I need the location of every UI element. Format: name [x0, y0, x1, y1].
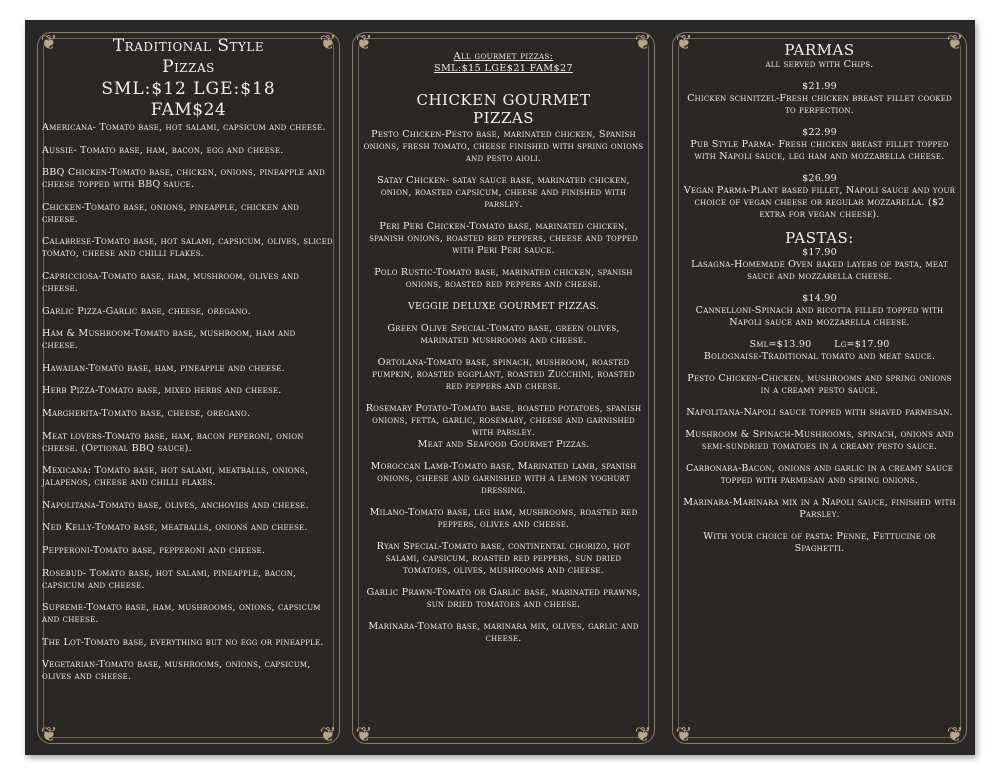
corner-ornament-icon: ❦: [319, 722, 337, 746]
menu-item: [683, 127, 956, 163]
more-pastas-list: [683, 351, 956, 555]
menu-item: Garlic Pizza-Garlic base, cheese, oregano.: [42, 305, 251, 317]
menu-item: Herb Pizza-Tomato base, mixed herbs and cheese.: [42, 385, 282, 397]
menu-item: Margherita-Tomato base, cheese, oregano.: [42, 407, 251, 419]
menu-item: Garlic Prawn-Tomato or Garlic base, marinated prawns, sun dried tomatoes and cheese.: [366, 587, 641, 610]
corner-ornament-icon: ❦: [355, 30, 373, 54]
menu-item: Meat and Seafood Gourmet Pizzas.: [417, 439, 590, 450]
menu-item: Milano-Tomato base, leg ham, mushrooms, roasted red peppers, olives and cheese.: [369, 507, 638, 530]
menu-item-description: Chicken schnitzel-Fresh chicken breast fillet cooked to perfection.: [687, 93, 952, 116]
menu-item: Rosebud- Tomato base, hot salami, pineapple, bacon, capsicum and cheese.: [42, 567, 297, 591]
corner-ornament-icon: ❦: [675, 30, 693, 54]
menu-item: Ortolana-Tomato base, spinach, mushroom, roasted pumpkin, roasted eggplant, roasted Zucchini, roasted red peppers and cheese.: [372, 357, 635, 392]
corner-ornament-icon: ❦: [634, 30, 652, 54]
parmas-subtitle: all served with Chips.: [765, 59, 874, 70]
menu-item: Americana- Tomato base, hot salami, capsicum and cheese.: [42, 122, 326, 133]
menu-item-price: $17.90: [802, 247, 837, 258]
menu-item: [683, 293, 956, 329]
corner-ornament-icon: ❦: [319, 30, 337, 54]
menu-item: Mushroom & Spinach-Mushrooms, spinach, onions and semi-sundried tomatoes in a creamy pesto sauce.: [685, 429, 954, 452]
menu-item: Peri Peri Chicken-Tomato base, marinated chicken, spanish onions, roasted red peppers, cheese and topped with Peri Peri sauce.: [369, 221, 638, 256]
traditional-fam-price: FAM$24: [150, 100, 227, 120]
corner-ornament-icon: ❦: [675, 722, 693, 746]
corner-ornament-icon: ❦: [634, 722, 652, 746]
corner-ornament-icon: ❦: [946, 30, 964, 54]
sml-lg-prices: Sml=$13.90 Lg=$17.90: [749, 339, 890, 350]
menu-item: [683, 173, 956, 221]
menu-item: Marinara-Tomato base, marinara mix, olives, garlic and cheese.: [368, 621, 639, 644]
menu-item-price: $22.99: [802, 127, 837, 138]
menu-item: Napolitana-Napoli sauce topped with shaved parmesan.: [686, 407, 953, 418]
menu-item: Polo Rustic-Tomato base, marinated chicken, spanish onions, roasted red peppers and cheese.: [374, 267, 633, 290]
menu-item-price: $21.99: [802, 81, 837, 92]
menu-item: Calabrese-Tomato base, hot salami, capsicum, olives, sliced tomato, cheese and chilli flakes.: [42, 236, 333, 260]
corner-ornament-icon: ❦: [355, 722, 373, 746]
menu-item: Pesto Chicken-Pesto base, marinated chicken, Spanish onions, fresh tomato, cheese finished with spring onions and pesto aioli.: [363, 129, 644, 164]
traditional-pizza-list: [42, 122, 335, 683]
menu-item: Chicken-Tomato base, onions, pineapple, chicken and cheese.: [42, 201, 300, 225]
parmas-list: [683, 81, 956, 221]
parmas-title: PARMAS: [784, 41, 855, 59]
corner-ornament-icon: ❦: [40, 30, 58, 54]
traditional-prices: SML:$12 LGE:$18: [101, 79, 276, 99]
menu-item-description: Cannelloni-Spinach and ricotta filled topped with Napoli sauce and mozzarella cheese.: [695, 305, 944, 328]
chicken-gourmet-title: CHICKEN GOURMET PIZZAS: [416, 91, 591, 127]
corner-ornament-icon: ❦: [40, 722, 58, 746]
menu-item: Hawaiian-Tomato base, ham, pineapple and cheese.: [42, 362, 285, 374]
menu-item: Meat lovers-Tomato base, ham, bacon peperoni, onion cheese. (Optional BBQ sauce).: [42, 430, 304, 454]
menu-sheet: [25, 20, 975, 755]
menu-item: Bolognaise-Traditional tomato and meat sauce.: [703, 351, 936, 362]
parmas-pastas-panel: [672, 32, 967, 744]
menu-item: Mexicana: Tomato base, hot salami, meatballs, onions, jalapenos, cheese and chilli flakes.: [42, 465, 309, 489]
menu-item-description: Pub Style Parma- Fresh chicken breast fillet topped with Napoli sauce, leg ham and mozzarella cheese.: [690, 139, 949, 162]
menu-item: Ham & Mushroom-Tomato base, mushroom, ham and cheese.: [42, 328, 296, 352]
pastas-list: [683, 247, 956, 329]
menu-item: VEGGIE DELUXE GOURMET PIZZAS.: [407, 301, 600, 312]
gourmet-header: All gourmet pizzas:: [453, 51, 554, 62]
menu-item: Satay Chicken- satay sauce base, marinated chicken, onion, roasted capsicum, cheese and finished with parsley.: [377, 175, 630, 210]
gourmet-pizzas-panel: [352, 32, 655, 744]
menu-item: Napolitana-Tomato base, olives, anchovies and cheese.: [42, 499, 309, 511]
menu-item: Supreme-Tomato base, ham, mushrooms, onions, capsicum and cheese.: [42, 602, 321, 626]
gourmet-prices: SML:$15 LGE$21 FAM$27: [433, 63, 574, 74]
menu-item: BBQ Chicken-Tomato base, chicken, onions, pineapple and cheese topped with BBQ sauce.: [42, 167, 325, 191]
menu-item: The Lot-Tomato base, everything but no egg or pineapple.: [42, 636, 324, 648]
menu-item-price: $26.99: [802, 173, 837, 184]
menu-item: Aussie- Tomato base, ham, bacon, egg and cheese.: [42, 144, 284, 156]
menu-item: [683, 247, 956, 283]
menu-item: Capricciosa-Tomato base, ham, mushroom, olives and cheese.: [42, 270, 300, 294]
menu-item-description: Lasagna-Homemade Oven baked layers of pasta, meat sauce and mozzarella cheese.: [691, 259, 948, 282]
menu-item: With your choice of pasta: Penne, Fettucine or Spaghetti.: [703, 531, 936, 554]
traditional-subtitle: Pizzas: [162, 57, 215, 77]
pastas-title: PASTAS:: [785, 229, 854, 247]
menu-item-price: $14.90: [802, 293, 837, 304]
menu-item: [683, 81, 956, 117]
traditional-title: Traditional Style: [112, 36, 265, 56]
menu-item: Moroccan Lamb-Tomato base, Marinated lamb, spanish onions, cheese and garnished with a lemon yoghurt dressing.: [370, 461, 637, 496]
menu-item-description: Vegan Parma-Plant based fillet, Napoli sauce and your choice of vegan cheese or regular mozzarella. ($2 extra for vegan cheese).: [683, 185, 956, 220]
menu-item: Ryan Special-Tomato base, continental chorizo, hot salami, capsicum, roasted red peppers, sun dried tomatoes, olives, mushrooms and cheese.: [376, 541, 631, 576]
menu-item: Green Olive Special-Tomato base, green olives, marinated mushrooms and cheese.: [387, 323, 620, 346]
menu-item: Vegetarian-Tomato base, mushrooms, onions, capsicum, olives and cheese.: [42, 659, 311, 683]
menu-item: Marinara-Marinara mix in a Napoli sauce, finished with Parsley.: [683, 497, 956, 520]
menu-item: Ned Kelly-Tomato base, meatballs, onions and cheese.: [42, 522, 308, 534]
menu-item: Carbonara-Bacon, onions and garlic in a creamy sauce topped with parmesan and spring onions.: [685, 463, 954, 486]
menu-item: Pesto Chicken-Chicken, mushrooms and spring onions in a creamy pesto sauce.: [687, 373, 952, 396]
menu-item: Rosemary Potato-Tomato base, roasted potatoes, spanish onions, fetta, garlic, rosemary, cheese and garnished with parsley.: [365, 403, 642, 438]
menu-item: Pepperoni-Tomato base, pepperoni and cheese.: [42, 544, 266, 556]
corner-ornament-icon: ❦: [946, 722, 964, 746]
traditional-pizzas-panel: [37, 32, 340, 744]
gourmet-pizza-list: [363, 129, 644, 645]
